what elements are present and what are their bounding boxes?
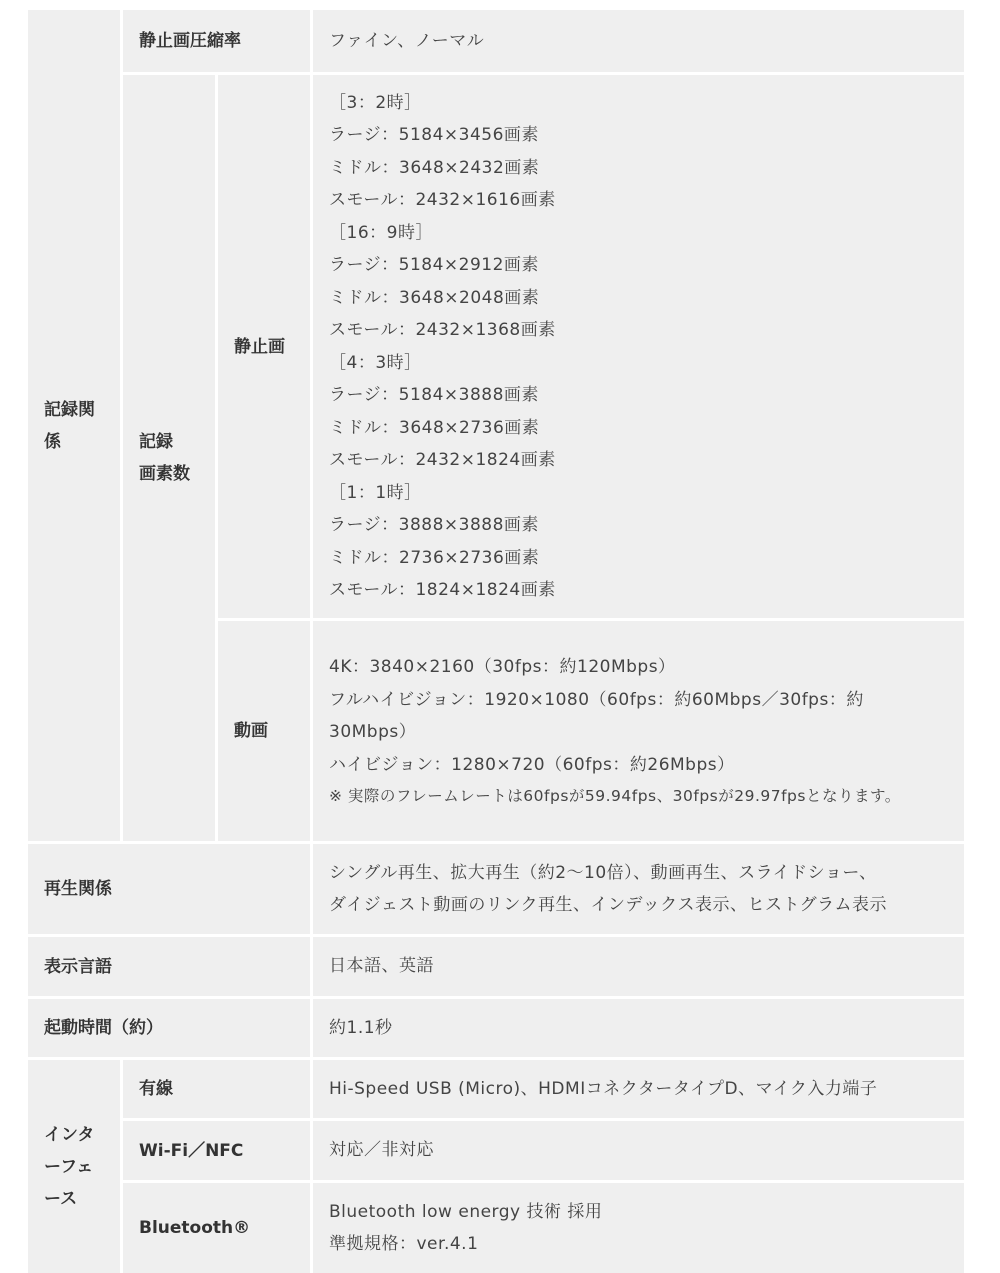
still-label: 静止画 <box>234 336 285 357</box>
playback-header <box>28 844 310 934</box>
movie-line-hd: ハイビジョン：1280×720（60fps：約26Mbps） <box>329 754 735 775</box>
wired-value: Hi-Speed USB (Micro)、HDMIコネクタータイプD、マイク入力端子 <box>329 1078 878 1099</box>
still-line: ［3：2時］ <box>329 92 422 113</box>
bluetooth-header <box>123 1183 310 1273</box>
still-header <box>218 75 310 618</box>
playback-value-cell <box>313 844 964 934</box>
movie-note: ※ 実際のフレームレートは60fpsが59.94fps、30fpsが29.97fpsとなります。 <box>329 787 901 805</box>
bluetooth-line-2: 準拠規格：ver.4.1 <box>329 1234 479 1254</box>
still-line: スモール：2432×1368画素 <box>329 320 556 340</box>
interface-label-line-2: ーフェ <box>44 1156 94 1177</box>
compression-value: ファイン、ノーマル <box>329 30 485 51</box>
still-line: ラージ：5184×3456画素 <box>329 125 539 145</box>
spec-table <box>28 10 964 1273</box>
movie-header <box>218 621 310 841</box>
recording-group-header <box>28 10 120 841</box>
playback-label: 再生関係 <box>44 879 112 899</box>
interface-label-line-1: インタ <box>44 1124 95 1145</box>
bluetooth-line-1: Bluetooth low energy 技術 採用 <box>329 1201 603 1222</box>
language-value: 日本語、英語 <box>329 956 434 977</box>
playback-line-1: シングル再生、拡大再生（約2～10倍）、動画再生、スライドショー、 <box>329 862 877 883</box>
still-line: スモール：2432×1824画素 <box>329 450 556 470</box>
movie-line-4k: 4K：3840×2160（30fps：約120Mbps） <box>329 657 676 677</box>
wired-label: 有線 <box>139 1079 173 1099</box>
still-line: ミドル：3648×2048画素 <box>329 287 540 308</box>
still-line: スモール：1824×1824画素 <box>329 580 556 600</box>
recording-label-line-1: 記録関 <box>44 399 95 420</box>
wifi-header <box>123 1121 310 1180</box>
startup-value: 約1.1秒 <box>329 1017 393 1038</box>
still-line: ミドル：3648×2736画素 <box>329 417 540 438</box>
movie-line-fullhd-cont: 30Mbps） <box>329 722 417 742</box>
interface-group-header <box>28 1060 120 1273</box>
wifi-value: 対応／非対応 <box>329 1140 434 1161</box>
wifi-value-cell <box>313 1121 964 1180</box>
still-line: ラージ：3888×3888画素 <box>329 515 539 535</box>
movie-label: 動画 <box>234 721 268 741</box>
still-line: ミドル：3648×2432画素 <box>329 157 540 178</box>
movie-line-fullhd: フルハイビジョン：1920×1080（60fps：約60Mbps／30fps：約 <box>329 689 864 710</box>
wifi-label: Wi-Fi／NFC <box>139 1140 244 1161</box>
still-value-cell <box>313 75 964 618</box>
compression-label: 静止画圧縮率 <box>139 31 241 51</box>
pixels-label-line-2: 画素数 <box>139 464 190 484</box>
startup-value-cell <box>313 999 964 1057</box>
still-line: ［4：3時］ <box>329 352 422 373</box>
bluetooth-value-cell <box>313 1183 964 1273</box>
startup-label: 起動時間（約） <box>44 1018 163 1038</box>
startup-header <box>28 999 310 1057</box>
movie-value-cell <box>313 621 964 841</box>
still-line: ［1：1時］ <box>329 482 422 503</box>
compression-value-cell <box>313 10 964 72</box>
language-header <box>28 937 310 996</box>
bluetooth-label: Bluetooth® <box>139 1218 251 1238</box>
pixels-header <box>123 75 215 841</box>
recording-label-line-2: 係 <box>44 431 61 452</box>
compression-header <box>123 10 310 72</box>
interface-label-line-3: ース <box>44 1188 78 1209</box>
wired-header <box>123 1060 310 1118</box>
language-value-cell <box>313 937 964 996</box>
still-line: ミドル：2736×2736画素 <box>329 547 540 568</box>
playback-line-2: ダイジェスト動画のリンク再生、インデックス表示、ヒストグラム表示 <box>329 895 887 915</box>
pixels-label-line-1: 記録 <box>139 432 173 452</box>
wired-value-cell <box>313 1060 964 1118</box>
still-line: ラージ：5184×3888画素 <box>329 385 539 405</box>
still-line: スモール：2432×1616画素 <box>329 190 556 210</box>
still-line: ラージ：5184×2912画素 <box>329 255 539 275</box>
still-line: ［16：9時］ <box>329 222 433 243</box>
language-label: 表示言語 <box>44 956 112 977</box>
